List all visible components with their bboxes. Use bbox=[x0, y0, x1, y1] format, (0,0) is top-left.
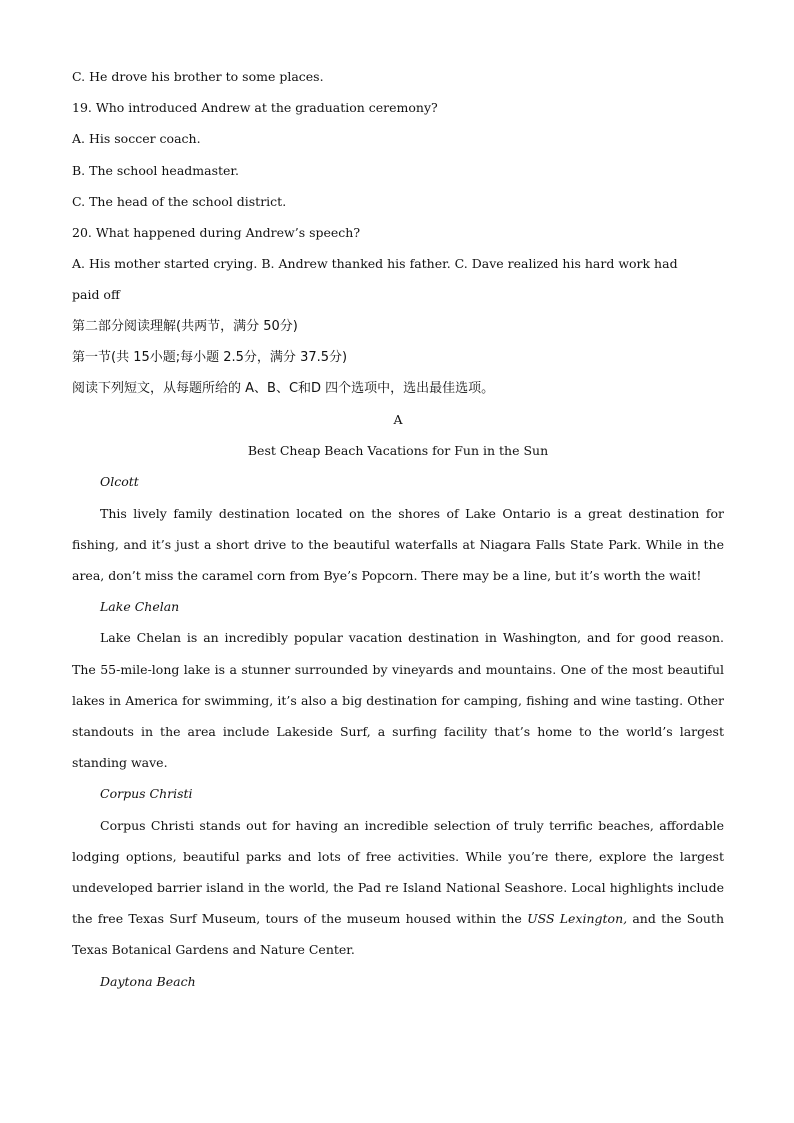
q20-options-line1: A. His mother started crying. B. Andrew thanked his father. C. Dave realized his hard work had bbox=[72, 256, 678, 272]
paragraph-lake-chelan: Lake Chelan is an incredibly popular vacation destination in Washington, and for good reason. The 55-mile-long lake is a stunner surrounded by vineyards and mountains. One of the most beautiful lakes in America for swimming, it’s also a big destination for camping, fishing and wine tasting. Other standouts in the area include Lakeside Surf, a surfing facility that’s home to the world’s largest standing wave. bbox=[72, 630, 724, 771]
heading-olcott: Olcott bbox=[100, 474, 139, 490]
section-title: 第一节(共 15小题;每小题 2.5分，满分 37.5分) bbox=[72, 349, 348, 365]
q19-option-c: C. The head of the school district. bbox=[72, 193, 287, 209]
heading-daytona-beach: Daytona Beach bbox=[100, 973, 196, 989]
paragraph-olcott: This lively family destination located on the shores of Lake Ontario is a great destination for fishing, and it’s just a short drive to the beautiful waterfalls at Niagara Falls State Park. While in the area, don’t miss the caramel corn from Bye’s Popcorn. There may be a line, but it’s worth the wait! bbox=[72, 505, 724, 584]
q20-stem: 20. What happened during Andrew’s speech? bbox=[72, 224, 361, 240]
heading-corpus-christi: Corpus Christi bbox=[100, 786, 193, 802]
heading-lake-chelan: Lake Chelan bbox=[100, 599, 180, 615]
q18-option-c: C. He drove his brother to some places. bbox=[72, 69, 324, 84]
q20-options-line2: paid off bbox=[72, 287, 120, 303]
passage-label: A bbox=[393, 412, 403, 428]
paragraph-corpus-christi bbox=[72, 810, 724, 966]
article-title: Best Cheap Beach Vacations for Fun in the Sun bbox=[247, 443, 549, 459]
corpus-text-part2: and the South Texas Botanical Gardens and Nature Center. bbox=[72, 911, 724, 958]
q19-stem: 19. Who introduced Andrew at the graduation ceremony? bbox=[72, 100, 438, 116]
instruction: 阅读下列短文，从每题所给的 A、B、C和D 四个选项中，选出最佳选项。 bbox=[72, 380, 495, 396]
corpus-text-part1: Corpus Christi stands out for having an incredible selection of truly terrific beaches, affordable lodging options, beautiful parks and lots of free activities. While you’re there, explore the largest undeveloped barrier island in the world, the Pad re Island National Seashore. Local highlights include the free Texas Surf Museum, tours of the museum housed within the bbox=[72, 817, 724, 927]
part-title: 第二部分阅读理解(共两节，满分 50分) bbox=[72, 318, 298, 334]
q19-option-b: B. The school headmaster. bbox=[72, 162, 239, 178]
q19-option-a: A. His soccer coach. bbox=[72, 131, 201, 147]
ship-name: USS Lexington, bbox=[527, 911, 628, 927]
document-page bbox=[72, 61, 724, 997]
